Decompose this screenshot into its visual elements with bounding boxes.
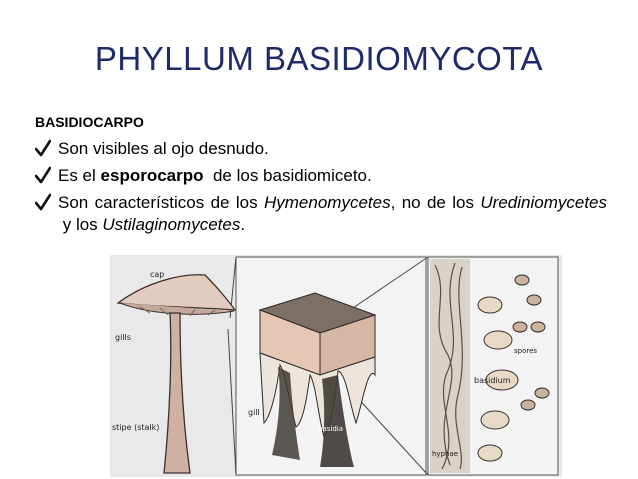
label-stipe: stipe (stalk) [112, 423, 160, 432]
label-basidium: basidium [474, 376, 511, 385]
checkmark-icon [35, 193, 51, 211]
bullet-italic-term: Ustilaginomycetes [102, 215, 241, 234]
bullet-bold-term: esporocarpo [100, 166, 204, 185]
label-basidia: basidia [318, 425, 344, 433]
section-subtitle: BASIDIOCARPO [35, 114, 144, 130]
label-hyphae: hyphae [432, 450, 459, 458]
bullet-italic-term: Hymenomycetes [263, 193, 391, 212]
label-gills: gills [115, 333, 131, 342]
bullet-text: Son característicos de los [58, 193, 264, 212]
basidiocarp-diagram [110, 255, 562, 477]
bullet-text: y los [58, 215, 103, 234]
label-cap: cap [150, 270, 165, 279]
bullet-item [35, 138, 607, 160]
bullet-text: Es el [58, 166, 101, 185]
label-spores: spores [514, 347, 538, 355]
checkmark-icon [35, 166, 51, 184]
bullet-text: . [240, 215, 246, 234]
basidiocarp-figure [110, 255, 562, 477]
checkmark-icon [35, 139, 51, 157]
bullet-text: de los basidiomiceto. [203, 166, 372, 185]
bullet-item [35, 165, 607, 187]
bullet-text: , no de los [390, 193, 474, 212]
bullet-italic-term: Urediniomycetes [480, 193, 607, 212]
bullet-list [35, 138, 607, 241]
label-gill: gill [248, 408, 260, 417]
bullet-text: Son visibles al ojo desnudo. [58, 139, 269, 158]
slide-title: PHYLLUM BASIDIOMYCOTA [94, 40, 544, 77]
bullet-item [35, 192, 607, 236]
